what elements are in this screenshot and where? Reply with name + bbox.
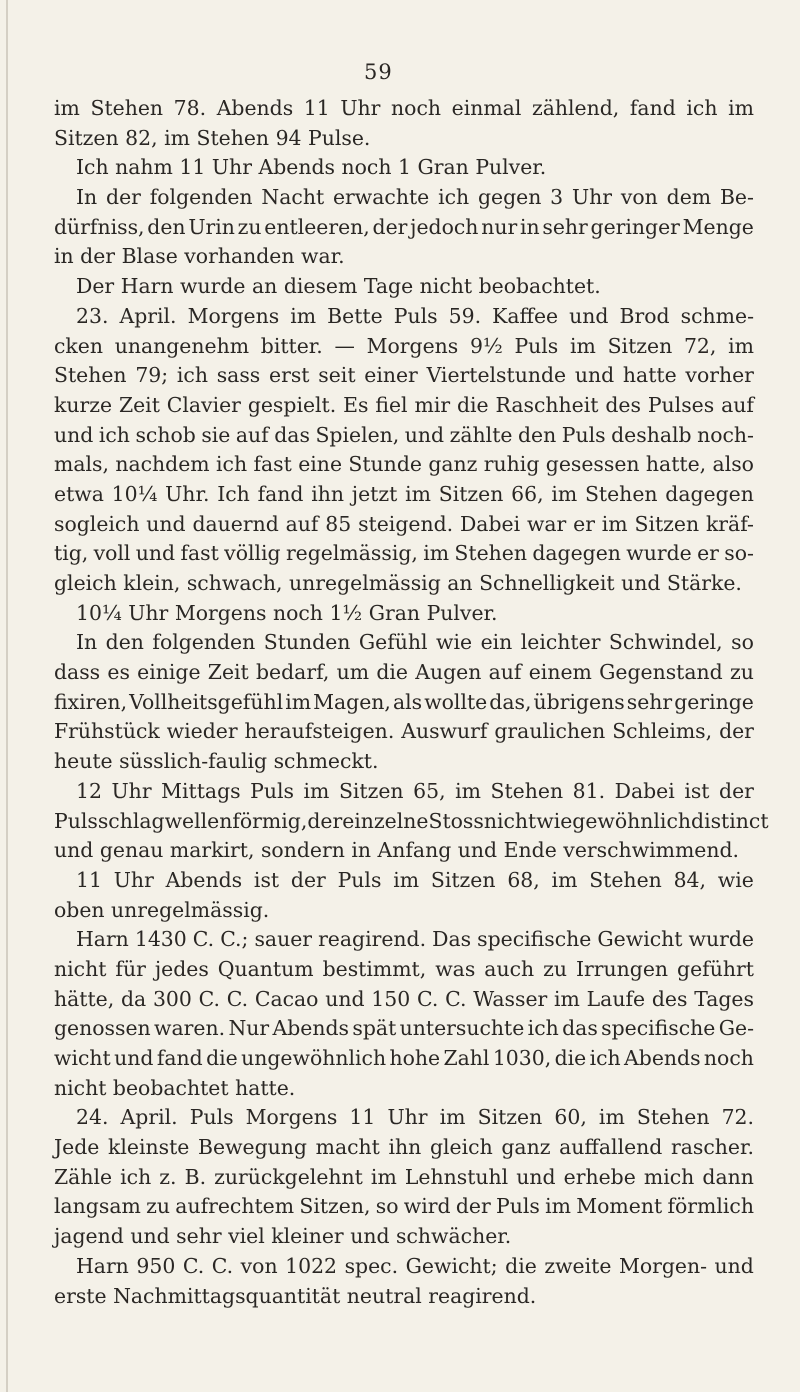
text-line: 11 Uhr Abends ist der Puls im Sitzen 68, im Stehen 84, wie bbox=[76, 867, 754, 892]
text-line: Der Harn wurde an diesem Tage nicht beobachtet. bbox=[76, 274, 601, 299]
paragraph bbox=[54, 153, 754, 183]
paragraph bbox=[54, 1103, 754, 1251]
text-line: im Stehen 78. Abends 11 Uhr noch einmal zählend, fand ich im bbox=[54, 96, 754, 120]
paragraph bbox=[54, 183, 754, 272]
text-line: oben unregelmässig. bbox=[54, 897, 270, 922]
text-line: fixiren, Vollheitsgefühl im Magen, als wollte das, übrigens sehr geringe bbox=[54, 689, 754, 714]
page-edge bbox=[6, 0, 8, 1392]
text-line: Harn 1430 C. C.; sauer reagirend. Das specifische Gewicht wurde bbox=[76, 927, 754, 952]
text-line: cken unangenehm bitter. — Morgens 9½ Puls im Sitzen 72, im bbox=[54, 333, 754, 358]
text-line: tig, voll und fast völlig regelmässig, im Stehen dagegen wurde er so- bbox=[54, 541, 754, 566]
text-line: nicht beobachtet hatte. bbox=[54, 1075, 296, 1100]
text-line: Frühstück wieder heraufsteigen. Auswurf graulichen Schleims, der bbox=[54, 719, 754, 744]
text-line: in der Blase vorhanden war. bbox=[54, 244, 345, 269]
body-text bbox=[54, 94, 769, 1311]
text-line: 24. April. Puls Morgens 11 Uhr im Sitzen 60, im Stehen 72. bbox=[76, 1105, 754, 1130]
text-line: Jede kleinste Bewegung macht ihn gleich ganz auffallend rascher. bbox=[54, 1135, 754, 1160]
text-line: und ich schob sie auf das Spielen, und zählte den Puls deshalb noch- bbox=[54, 422, 754, 447]
text-line: kurze Zeit Clavier gespielt. Es fiel mir die Raschheit des Pulses auf bbox=[54, 392, 754, 417]
text-line: jagend und sehr viel kleiner und schwächer. bbox=[54, 1224, 512, 1249]
text-line: Harn 950 C. C. von 1022 spec. Gewicht; die zweite Morgen- und bbox=[76, 1253, 754, 1278]
text-line: 23. April. Morgens im Bette Puls 59. Kaffee und Brod schme- bbox=[76, 303, 754, 328]
text-line: 10¼ Uhr Morgens noch 1½ Gran Pulver. bbox=[76, 600, 498, 625]
paragraph bbox=[54, 599, 754, 629]
paragraph bbox=[54, 1252, 754, 1311]
paragraph bbox=[54, 925, 754, 1103]
text-line: dass es einige Zeit bedarf, um die Augen auf einem Gegenstand zu bbox=[54, 660, 754, 685]
paragraph bbox=[54, 777, 769, 866]
text-line: 12 Uhr Mittags Puls im Sitzen 65, im Stehen 81. Dabei ist der bbox=[76, 778, 754, 803]
text-line: heute süsslich-faulig schmeckt. bbox=[54, 749, 379, 774]
text-line: hätte, da 300 C. C. Cacao und 150 C. C. Wasser im Laufe des Tages bbox=[54, 986, 754, 1011]
text-line: In der folgenden Nacht erwachte ich gegen 3 Uhr von dem Be- bbox=[76, 185, 754, 210]
paragraph bbox=[54, 94, 754, 153]
text-line: erste Nachmittagsquantität neutral reagirend. bbox=[54, 1283, 537, 1308]
text-line: gleich klein, schwach, unregelmässig an Schnelligkeit und Stärke. bbox=[54, 571, 742, 595]
text-line: In den folgenden Stunden Gefühl wie ein leichter Schwindel, so bbox=[76, 630, 754, 655]
text-line: nicht für jedes Quantum bestimmt, was auch zu Irrungen geführt bbox=[54, 956, 754, 981]
text-line: Zähle ich z. B. zurückgelehnt im Lehnstuhl und erhebe mich dann bbox=[54, 1164, 754, 1189]
text-line: Ich nahm 11 Uhr Abends noch 1 Gran Pulver. bbox=[76, 155, 547, 180]
text-line: dürfniss, den Urin zu entleeren, der jedoch nur in sehr geringer Menge bbox=[54, 214, 754, 239]
text-line: Sitzen 82, im Stehen 94 Pulse. bbox=[54, 125, 371, 150]
text-line: sogleich und dauernd auf 85 steigend. Dabei war er im Sitzen kräf- bbox=[54, 511, 754, 536]
text-line: langsam zu aufrechtem Sitzen, so wird der Puls im Moment förmlich bbox=[54, 1194, 754, 1219]
text-line: mals, nachdem ich fast eine Stunde ganz ruhig gesessen hatte, also bbox=[54, 452, 754, 477]
paragraph bbox=[54, 866, 754, 925]
text-line: genossen waren. Nur Abends spät untersuchte ich das specifische Ge- bbox=[54, 1016, 754, 1041]
paragraph bbox=[54, 628, 754, 776]
text-line: Stehen 79; ich sass erst seit einer Viertelstunde und hatte vorher bbox=[54, 363, 754, 388]
paragraph bbox=[54, 302, 754, 599]
text-line: wicht und fand die ungewöhnlich hohe Zahl 1030, die ich Abends noch bbox=[54, 1046, 754, 1070]
text-line: Pulsschlag wellenförmig, der einzelne Stoss nicht wie gewöhnlich distinct bbox=[54, 808, 769, 833]
text-line: und genau markirt, sondern in Anfang und Ende verschwimmend. bbox=[54, 838, 740, 863]
paragraph bbox=[54, 272, 754, 302]
page-number: 59 bbox=[364, 60, 393, 84]
text-line: etwa 10¼ Uhr. Ich fand ihn jetzt im Sitzen 66, im Stehen dagegen bbox=[54, 481, 754, 506]
